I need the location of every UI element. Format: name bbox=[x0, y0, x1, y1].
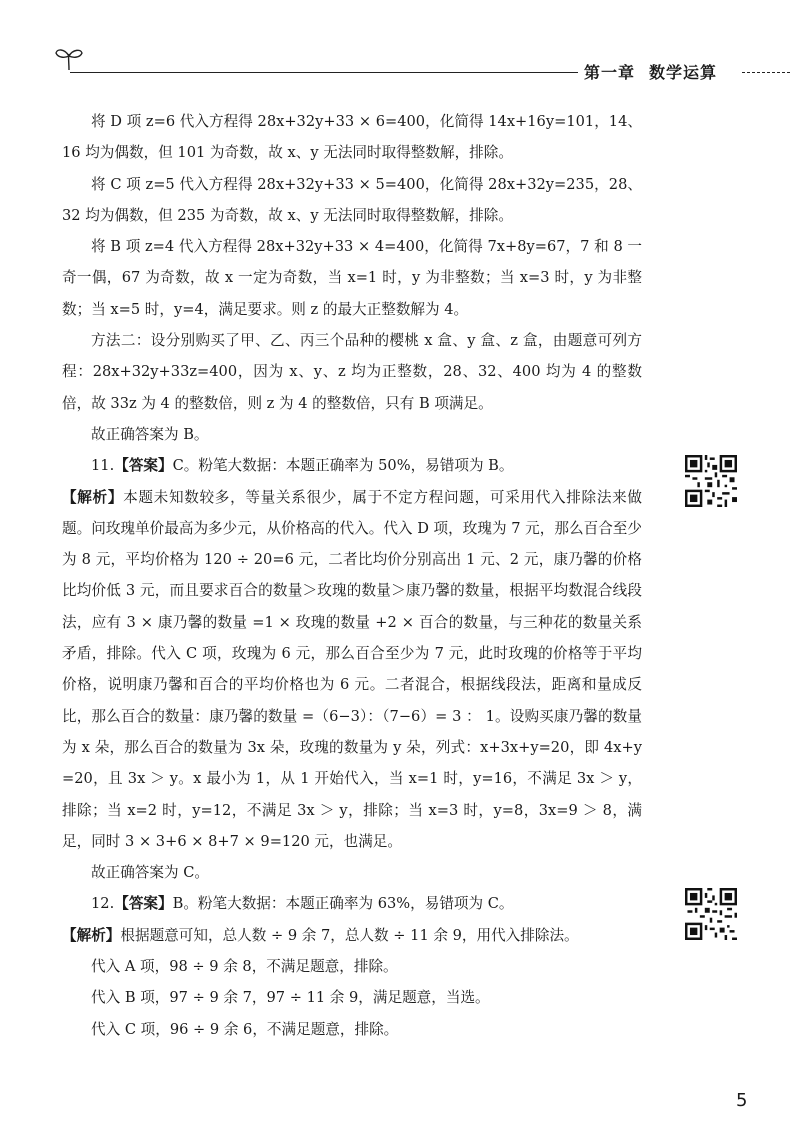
header-rule-left bbox=[70, 72, 578, 73]
paragraph-d-option: 将 D 项 z=6 代入方程得 28x+32y+33 × 6=400，化简得 14x+16y=101，14、16 均为偶数，但 101 为奇数，故 x、y 无法同时取得整数解，排除。 bbox=[62, 113, 642, 162]
paragraph-method-two: 方法二：设分别购买了甲、乙、丙三个品种的樱桃 x 盒、y 盒、z 盒，由题意可列方程：28x+32y+33z=400，因为 x、y、z 均为正整数，28、32、400 均为 4 的整数倍，故 33z 为 4 的整数倍，则 z 为 4 的整数倍，只有 B 项满足。 bbox=[62, 332, 642, 412]
q11-analysis bbox=[62, 482, 642, 858]
paragraph-conclusion-10: 故正确答案为 B。 bbox=[91, 425, 209, 443]
q12-number: 12. bbox=[91, 895, 115, 913]
q11-analysis-tag: 【解析】 bbox=[62, 488, 124, 506]
q11-answer-text: C。粉笔大数据：本题正确率为 50%，易错项为 B。 bbox=[172, 457, 514, 475]
qr-code-icon[interactable] bbox=[685, 888, 737, 940]
chapter-number: 第一章 bbox=[584, 63, 636, 82]
chapter-title: 数学运算 bbox=[649, 63, 718, 82]
paragraph-c-option: 将 C 项 z=5 代入方程得 28x+32y+33 × 5=400，化简得 28x+32y=235，28、32 均为偶数，但 235 为奇数，故 x、y 无法同时取得整数解，排除。 bbox=[62, 175, 642, 224]
q12-option-b: 代入 B 项，97 ÷ 9 余 7，97 ÷ 11 余 9，满足题意，当选。 bbox=[91, 989, 490, 1007]
q12-analysis bbox=[62, 920, 642, 951]
q11-answer-tag: 【答案】 bbox=[114, 457, 173, 475]
sprout-logo-icon bbox=[54, 44, 84, 72]
q12-answer bbox=[62, 888, 642, 919]
header-rule-right bbox=[742, 72, 790, 73]
page-number: 5 bbox=[736, 1090, 748, 1111]
q11-number: 11. bbox=[91, 457, 115, 475]
qr-code-icon[interactable] bbox=[685, 455, 737, 507]
q12-option-c: 代入 C 项，96 ÷ 9 余 6，不满足题意，排除。 bbox=[91, 1020, 399, 1038]
q12-analysis-tag: 【解析】 bbox=[62, 926, 121, 944]
q12-option-a: 代入 A 项，98 ÷ 9 余 8，不满足题意，排除。 bbox=[91, 958, 398, 976]
paragraph-b-option: 将 B 项 z=4 代入方程得 28x+32y+33 × 4=400，化简得 7x+8y=67，7 和 8 一奇一偶，67 为奇数，故 x 一定为奇数，当 x=1 时，y 为非整数；当 x=3 时，y 为非整数；当 x=5 时，y=4，满足要求。则 z 的最大正整数解为 4。 bbox=[62, 238, 642, 318]
q11-conclusion: 故正确答案为 C。 bbox=[91, 864, 209, 882]
q12-answer-tag: 【答案】 bbox=[114, 895, 173, 913]
q11-analysis-text: 本题未知数较多，等量关系很少，属于不定方程问题，可采用代入排除法来做题。问玫瑰单价最高为多少元，从价格高的代入。代入 D 项，玫瑰为 7 元，那么百合至少为 8 元，平均价格为 120 ÷ 20=6 元，二者比均价分别高出 1 元、2 元，康乃馨的价格比均价低 3 元，而且要求百合的数量＞玫瑰的数量＞康乃馨的数量，根据平均数混合线段法，应有 3 × 康乃馨的数量 =1 × 玫瑰的数量 +2 × 百合的数量，与三种花的数量关系矛盾，排除。代入 C 项，玫瑰为 6 元，那么百合至少为 7 元，此时玫瑰的价格等于平均价格，说明康乃馨和百合的平均价格也为 6 元。二者混合，根据线段法，距离和量成反比，那么百合的数量：康乃馨的数量 =（6−3）：（7−6）= 3 ： 1。设购买康乃馨的数量为 x 朵，那么百合的数量为 3x 朵，玫瑰的数量为 y 朵，列式：x+3x+y=20，即 4x+y=20，且 3x ＞ y。x 最小为 1，从 1 开始代入，当 x=1 时，y=16，不满足 3x ＞ y，排除；当 x=2 时，y=12，不满足 3x ＞ y，排除；当 x=3 时，y=8，3x=9 ＞ 8，满足，同时 3 × 3+6 × 8+7 × 9=120 元，也满足。 bbox=[62, 488, 642, 850]
page-content bbox=[62, 106, 642, 1045]
q12-analysis-text: 根据题意可知，总人数 ÷ 9 余 7，总人数 ÷ 11 余 9，用代入排除法。 bbox=[120, 926, 579, 944]
q11-answer bbox=[62, 450, 642, 481]
chapter-heading bbox=[584, 60, 731, 83]
q12-answer-text: B。粉笔大数据：本题正确率为 63%，易错项为 C。 bbox=[172, 895, 514, 913]
page-header bbox=[0, 0, 800, 90]
